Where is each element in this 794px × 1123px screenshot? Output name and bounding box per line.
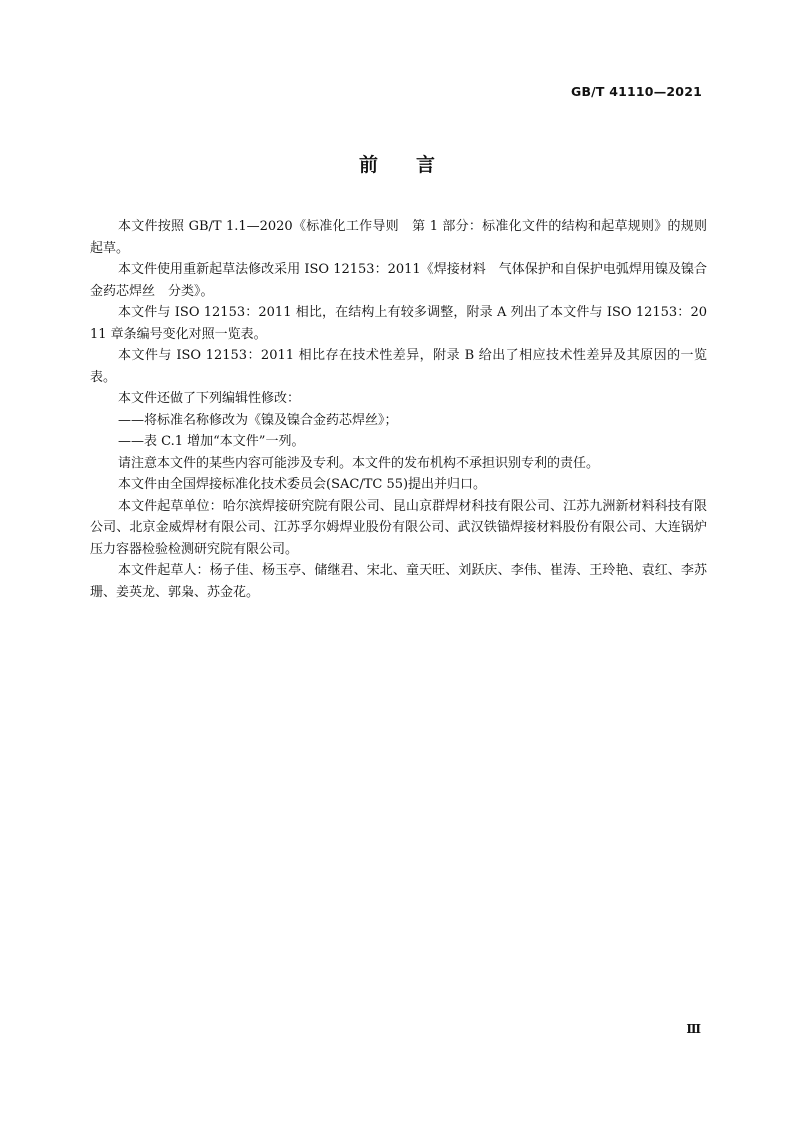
standard-code-header: GB/T 41110—2021 xyxy=(570,84,702,99)
list-item-rename-standard: ——将标准名称修改为《镍及镍合金药芯焊丝》； xyxy=(118,412,398,428)
paragraph-committee: 本文件由全国焊接标准化技术委员会(SAC/TC 55)提出并归口。 xyxy=(118,477,487,492)
foreword-body xyxy=(90,216,707,603)
page-number: Ⅲ xyxy=(686,1022,701,1036)
paragraph-editorial-changes: 本文件还做了下列编辑性修改： xyxy=(118,391,301,406)
paragraph-drafting-rules: 本文件按照 GB/T 1.1—2020《标准化工作导则 第 1 部分：标准化文件的结构和起草规则》的规则起草。 xyxy=(90,219,707,256)
paragraph-structure-changes: 本文件与 ISO 12153：2011 相比，在结构上有较多调整，附录 A 列出了本文件与 ISO 12153：2011 章条编号变化对照一览表。 xyxy=(90,305,707,342)
paragraph-drafting-organizations: 本文件起草单位：哈尔滨焊接研究院有限公司、昆山京群焊材科技有限公司、江苏九洲新材料科技有限公司、北京金威焊材有限公司、江苏孚尔姆焊业股份有限公司、武汉铁锚焊接材料股份有限公司、大连锅炉压力容器检验检测研究院有限公司。 xyxy=(90,498,707,557)
paragraph-patent-notice: 请注意本文件的某些内容可能涉及专利。本文件的发布机构不承担识别专利的责任。 xyxy=(118,455,600,471)
title-part-2: 言 xyxy=(416,154,436,176)
paragraph-drafters: 本文件起草人：杨子佳、杨玉亭、储继君、宋北、童天旺、刘跃庆、李伟、崔涛、王玲艳、袁红、李苏珊、姜英龙、郭枭、苏金花。 xyxy=(90,563,707,600)
paragraph-technical-differences: 本文件与 ISO 12153：2011 相比存在技术性差异，附录 B 给出了相应技术性差异及其原因的一览表。 xyxy=(90,348,707,385)
paragraph-adoption-method: 本文件使用重新起草法修改采用 ISO 12153：2011《焊接材料 气体保护和自保护电弧焊用镍及镍合金药芯焊丝 分类》。 xyxy=(90,262,707,299)
page-title xyxy=(0,150,794,177)
title-part-1: 前 xyxy=(358,154,378,176)
list-item-table-column: ——表 C.1 增加“本文件”一列。 xyxy=(118,434,305,449)
